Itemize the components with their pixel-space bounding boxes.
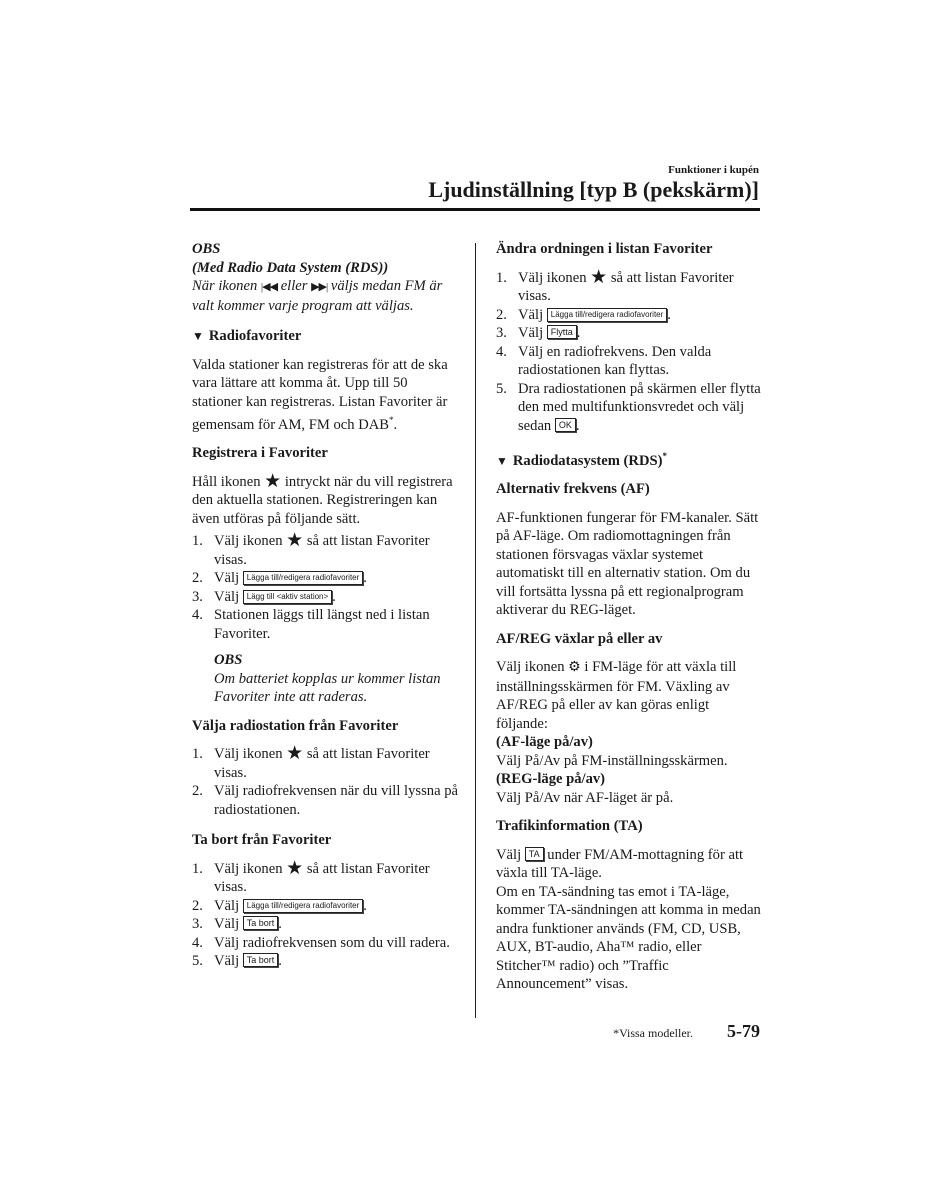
list-item: 2. Välj Lägga till/redigera radiofavoriter . bbox=[496, 306, 671, 323]
list-item: 3. Välj Ta bort . bbox=[192, 916, 282, 933]
obs-rds-title: (Med Radio Data System (RDS)) bbox=[192, 259, 389, 276]
list-item: 2. Välj Lägga till/redigera radiofavoriter . bbox=[192, 570, 367, 587]
heading-rule bbox=[190, 208, 760, 211]
list-item: 4. Stationen läggs till längst ned i listan Favoriter. bbox=[192, 607, 430, 642]
section-label: Funktioner i kupén bbox=[668, 164, 759, 176]
list-item: 1. Välj ikonen ★ så att listan Favoriter visas. bbox=[496, 266, 734, 304]
delete-button: Ta bort bbox=[243, 916, 279, 930]
ta-heading: Trafikinformation (TA) bbox=[496, 818, 643, 835]
right-column bbox=[496, 240, 764, 994]
obs-note bbox=[192, 651, 460, 707]
list-item: 2. Välj Lägga till/redigera radiofavoriter . bbox=[192, 897, 367, 914]
radiofavoriter-text: Valda stationer kan registreras för att de ska vara lättare att komma åt. Upp till 50 stationer kan registreras. Listan Favoriter är gemensam för AM, FM och DAB*. bbox=[192, 356, 448, 433]
list-item: 1. Välj ikonen ★ så att listan Favoriter visas. bbox=[192, 857, 430, 896]
afreg-text: Välj ikonen ⚙ i FM-läge för att växla till inställningsskärmen för FM. Växling av AF/REG på eller av kan göras enligt följande: bbox=[496, 659, 737, 732]
star-icon: ★ bbox=[264, 470, 282, 492]
af-text: AF-funktionen fungerar för FM-kanaler. Sätt på AF-läge. Om radiomottagningen från stationen försvagas växlar systemet automatiskt till en alternativ station. Om du vill fortsätta lyssna på ett regionalprogram aktiverar du REG-läget. bbox=[496, 509, 759, 619]
star-icon: ★ bbox=[590, 266, 608, 288]
obs-label: OBS bbox=[214, 652, 243, 669]
list-item: 5. Dra radiostationen på skärmen eller flytta den med multifunktionsvredet och välj sedan OK . bbox=[496, 380, 761, 434]
obs-rds-text: När ikonen |◀◀ eller ▶▶| väljs medan FM är valt kommer varje program att väljas. bbox=[192, 278, 443, 314]
list-item: 3. Välj Lägg till <aktiv station> . bbox=[192, 588, 336, 605]
order-steps bbox=[496, 266, 764, 436]
order-heading: Ändra ordningen i listan Favoriter bbox=[496, 241, 713, 257]
page-number: 5-79 bbox=[727, 1021, 760, 1041]
register-steps bbox=[192, 532, 460, 643]
af-mode-label: (AF-läge på/av) bbox=[496, 734, 593, 751]
af-mode-text: Välj På/Av på FM-inställningsskärmen. bbox=[496, 752, 728, 769]
ta-text: Välj TA under FM/AM-mottagning för att växla till TA-läge. bbox=[496, 846, 744, 882]
list-item: 2. Välj radiofrekvensen när du vill lyssna på radiostationen. bbox=[192, 783, 458, 818]
list-item: 5. Välj Ta bort . bbox=[192, 953, 282, 970]
star-icon: ★ bbox=[286, 530, 304, 552]
edit-favorites-button: Lägga till/redigera radiofavoriter bbox=[243, 571, 364, 585]
select-heading: Välja radiostation från Favoriter bbox=[192, 717, 399, 734]
radiofavoriter-heading: ▼ Radiofavoriter bbox=[192, 328, 302, 344]
move-button: Flytta bbox=[547, 325, 577, 339]
section-triangle-icon: ▼ bbox=[192, 329, 204, 343]
add-station-button: Lägg till <aktiv station> bbox=[243, 590, 332, 604]
list-item: 1. Välj ikonen ★ så att listan Favoriter visas. bbox=[192, 530, 430, 568]
column-divider bbox=[475, 243, 476, 1018]
star-icon: ★ bbox=[286, 857, 304, 879]
ta-text-2: Om en TA-sändning tas emot i TA-läge, kommer TA-sändningen att komma in medan andra funktioner används (FM, CD, USB, AUX, BT-audio, Aha™ radio, eller Stitcher™ radio) och ”Traffic Announcement” visas. bbox=[496, 883, 761, 993]
edit-favorites-button: Lägga till/redigera radiofavoriter bbox=[243, 899, 364, 913]
delete-heading: Ta bort från Favoriter bbox=[192, 832, 332, 849]
ta-button: TA bbox=[525, 847, 544, 861]
seek-forward-icon: ▶▶| bbox=[311, 281, 328, 293]
rds-heading: ▼ Radiodatasystem (RDS)* bbox=[496, 451, 667, 469]
afreg-heading: AF/REG växlar på eller av bbox=[496, 630, 663, 647]
list-item: 1. Välj ikonen ★ så att listan Favoriter visas. bbox=[192, 743, 430, 781]
list-item: 4. Välj radiofrekvensen som du vill radera. bbox=[192, 934, 450, 951]
gear-icon: ⚙ bbox=[568, 660, 581, 676]
reg-mode-text: Välj På/Av när AF-läget är på. bbox=[496, 789, 674, 806]
page-title: Ljudinställning [typ B (pekskärm)] bbox=[428, 177, 759, 202]
list-item: 3. Välj Flytta . bbox=[496, 325, 581, 341]
register-text: Håll ikonen ★ intryckt när du vill registrera den aktuella stationen. Registreringen kan även utföras på följande sätt. bbox=[192, 470, 453, 527]
delete-steps bbox=[192, 857, 460, 971]
seek-back-icon: |◀◀ bbox=[260, 281, 278, 293]
register-heading: Registrera i Favoriter bbox=[192, 445, 328, 462]
delete-button: Ta bort bbox=[243, 953, 279, 967]
star-icon: ★ bbox=[286, 743, 304, 765]
reg-mode-label: (REG-läge på/av) bbox=[496, 771, 606, 788]
select-steps bbox=[192, 745, 460, 819]
af-heading: Alternativ frekvens (AF) bbox=[496, 481, 650, 498]
footnote: *Vissa modeller. bbox=[613, 1026, 693, 1040]
left-column bbox=[192, 240, 460, 971]
edit-favorites-button: Lägga till/redigera radiofavoriter bbox=[547, 308, 668, 322]
obs-label: OBS bbox=[192, 241, 221, 257]
obs-text: Om batteriet kopplas ur kommer listan Favoriter inte att raderas. bbox=[214, 670, 441, 706]
ok-button: OK bbox=[555, 418, 576, 432]
section-triangle-icon: ▼ bbox=[496, 453, 508, 468]
list-item: 4. Välj en radiofrekvens. Den valda radiostationen kan flyttas. bbox=[496, 343, 712, 378]
